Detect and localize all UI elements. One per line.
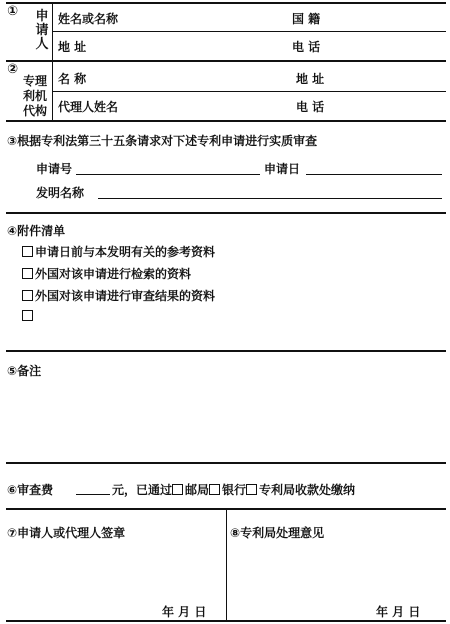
section3-bottom-line [6, 212, 446, 214]
section4-bottom-line [6, 350, 446, 352]
application-date-label: 申请日 [264, 162, 301, 176]
checkbox-icon[interactable] [22, 246, 33, 257]
top-border [6, 2, 446, 4]
section5-bottom-line [6, 462, 446, 464]
checkbox-icon[interactable] [22, 290, 33, 301]
section8-title: ⑧专利局处理意见 [230, 526, 325, 540]
invention-name-label: 发明名称 [36, 186, 85, 200]
option-bank: 银行 [222, 483, 247, 497]
agency-name-label: 名 称 [58, 72, 87, 86]
section2-number: ② [7, 62, 19, 77]
option-patent-office: 专利局收款处缴纳 [259, 483, 356, 497]
bottom-border [6, 620, 446, 622]
section8-date: 年 月 日 [376, 605, 421, 619]
attachment-item-3[interactable]: 外国对该申请进行审查结果的资料 [22, 287, 215, 304]
examination-fee-field[interactable] [76, 494, 110, 495]
section2-mid-line [52, 91, 446, 92]
agency-phone-label: 电 话 [296, 100, 325, 114]
agent-name-label: 代理人姓名 [58, 100, 119, 114]
applicant-side-label: 申 请 人 [35, 9, 49, 52]
yuan-text: 元，已通过 [112, 483, 173, 497]
section2-bottom-line [6, 120, 446, 122]
invention-name-field[interactable] [98, 198, 442, 199]
section1-mid-line [52, 31, 446, 32]
section5-title: ⑤备注 [7, 364, 42, 378]
attachment-item-2[interactable]: 外国对该申请进行检索的资料 [22, 265, 191, 282]
examination-fee-label: ⑥审查费 [7, 483, 54, 497]
application-number-field[interactable] [76, 174, 260, 175]
section7-date: 年 月 日 [162, 605, 207, 619]
applicant-address-label: 地 址 [58, 40, 87, 54]
attachment-item-4[interactable] [22, 309, 35, 323]
section7-title: ⑦申请人或代理人签章 [7, 526, 126, 540]
checkbox-icon[interactable] [172, 484, 183, 495]
applicant-name-label: 姓名或名称 [58, 12, 119, 26]
section4-title: ④附件清单 [7, 224, 66, 238]
option-post-office: 邮局 [185, 483, 210, 497]
agency-side-label: 专理 利机 代构 [22, 74, 47, 118]
checkbox-icon[interactable] [22, 268, 33, 279]
application-date-field[interactable] [306, 174, 442, 175]
payment-options [112, 481, 355, 498]
checkbox-icon[interactable] [22, 310, 33, 321]
section1-bottom-line [6, 60, 446, 62]
checkbox-icon[interactable] [246, 484, 257, 495]
applicant-phone-label: 电 话 [292, 40, 321, 54]
applicant-nationality-label: 国 籍 [292, 12, 321, 26]
application-number-label: 申请号 [36, 162, 73, 176]
checkbox-icon[interactable] [209, 484, 220, 495]
sections-7-8-divider [226, 508, 227, 620]
section1-number: ① [7, 4, 19, 19]
section3-title: ③根据专利法第三十五条请求对下述专利申请进行实质审查 [7, 134, 318, 148]
attachment-item-1[interactable]: 申请日前与本发明有关的参考资料 [22, 243, 215, 260]
agency-address-label: 地 址 [296, 72, 325, 86]
